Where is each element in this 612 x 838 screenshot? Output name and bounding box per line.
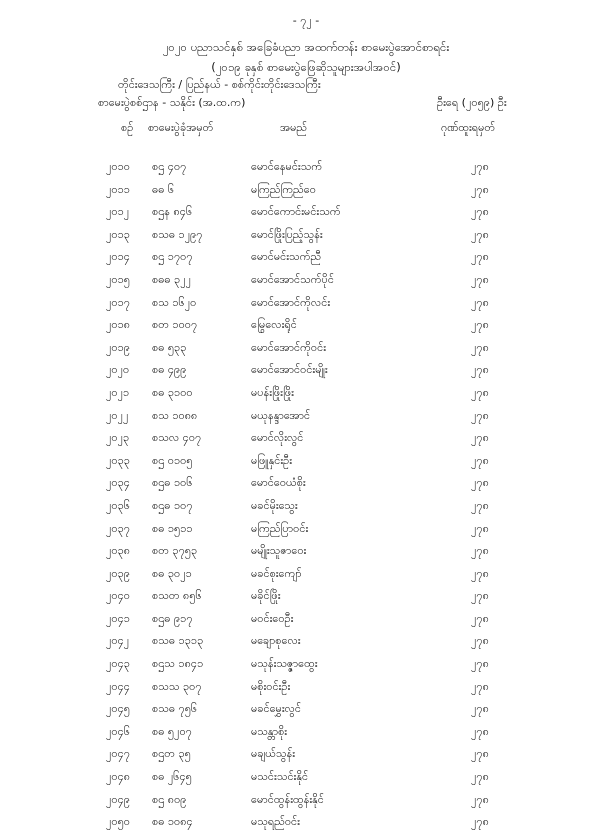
- roll-number: စသ ၁၆၂၀: [152, 295, 197, 309]
- row-number: ၂၀၄၃: [106, 657, 130, 671]
- student-name: မသင်းသင်းနိုင်: [251, 770, 309, 784]
- mark-value: ၂၇၈: [471, 318, 489, 332]
- roll-number: စဌဓ ၁၀၇: [152, 498, 193, 512]
- mark-value: ၂၇၈: [471, 611, 489, 625]
- table-row: [0, 589, 612, 612]
- row-number: ၂၀၄၇: [106, 747, 130, 761]
- table-row: [0, 702, 612, 725]
- table-row: [0, 341, 612, 364]
- mark-value: ၂၇၈: [471, 770, 489, 784]
- student-name: မောင်နေမင်းသက်: [251, 160, 323, 173]
- student-name: မချောစုလေး: [251, 634, 301, 648]
- roll-number: စဌ ၀၁၀၅: [152, 453, 193, 467]
- table-row: [0, 273, 612, 296]
- student-name: မောင်အောင်ဝင်းမျိုး: [251, 363, 328, 377]
- roll-number: စသလ ၄၀၇: [152, 431, 202, 445]
- row-number: ၂၀၂၃: [106, 431, 130, 445]
- student-name: မစိုးဝင်းဦး: [251, 679, 291, 693]
- student-name: မောင်လိုးလွင်: [251, 431, 304, 445]
- table-row: [0, 499, 612, 522]
- table-row: [0, 296, 612, 319]
- table-row: [0, 770, 612, 793]
- table-row: [0, 386, 612, 409]
- row-number: ၂၀၄၀: [106, 589, 130, 603]
- mark-value: ၂၇၈: [471, 250, 489, 264]
- table-row: [0, 567, 612, 590]
- mark-value: ၂၇၈: [471, 160, 489, 173]
- roll-number: စတ ၁၀၀၇: [152, 318, 198, 332]
- student-name: မမျိုးသူဇာဝေး: [251, 544, 307, 558]
- roll-number: စသဓ ၁၃၁၃: [152, 634, 204, 648]
- student-name: မသုရည်ဝင်း: [251, 815, 300, 829]
- mark-value: ၂၇၈: [471, 295, 489, 309]
- row-number: ၂၀၃၆: [106, 498, 130, 512]
- mark-value: ၂၇၈: [471, 679, 489, 693]
- table-row: [0, 318, 612, 341]
- row-number: ၂၀၄၆: [106, 724, 130, 738]
- roll-number: စဌ ၁၇၀၇: [152, 250, 193, 264]
- table-row: [0, 634, 612, 657]
- roll-number: စသဓ ၇၅၆: [152, 702, 198, 716]
- exam-center-label: စာမေးပွဲစစ်ဌာန - သနိုင်း (အ.ထ.က): [98, 96, 246, 109]
- mark-value: ၂၇၈: [471, 363, 489, 377]
- mark-value: ၂၇၈: [471, 634, 489, 648]
- student-name: မကြည်ပြာဝင်း: [251, 521, 309, 535]
- student-name: မခင်မိုးသွေး: [251, 498, 298, 512]
- roll-number: စဌ ၈၀၉: [152, 792, 187, 806]
- row-number: ၂၀၁၀: [106, 160, 130, 173]
- mark-value: ၂၇၈: [471, 272, 489, 286]
- mark-value: ၂၇၈: [471, 182, 489, 196]
- mark-value: ၂၇၈: [471, 724, 489, 738]
- student-name: မကြည်ကြည်ဝေ: [251, 182, 316, 196]
- roll-number: စဌဓ ၉၁၇: [152, 611, 193, 625]
- mark-value: ၂၇၈: [471, 205, 489, 219]
- table-row: [0, 522, 612, 545]
- row-number: ၂၀၃၃: [106, 453, 130, 467]
- row-number: ၂၀၂၁: [106, 385, 130, 399]
- roll-number: စဓ ၁၅၁၁: [152, 521, 193, 535]
- mark-value: ၂၇၈: [471, 453, 489, 467]
- roll-number: စဓ ၄၉၉: [152, 363, 187, 377]
- mark-value: ၂၇၈: [471, 408, 489, 422]
- row-number: ၂၀၄၁: [106, 611, 130, 625]
- student-name: မြွေလေးရိုင်: [251, 318, 297, 332]
- table-row: [0, 228, 612, 251]
- table-row: [0, 160, 612, 183]
- header-mark: ဂုဏ်ထူးရမှတ်: [441, 121, 496, 134]
- row-number: ၂၀၁၂: [106, 205, 130, 219]
- roll-number: စသ ၁၀၈၈: [152, 408, 198, 422]
- mark-value: ၂၇၈: [471, 566, 489, 580]
- student-name: မခင်မွှေးလွင်: [251, 702, 302, 716]
- table-row: [0, 747, 612, 770]
- row-number: ၂၀၁၇: [106, 295, 130, 309]
- table-row: [0, 793, 612, 816]
- mark-value: ၂၇၈: [471, 476, 489, 490]
- student-name: မခင်စုးကျော်: [251, 566, 302, 580]
- region-label: တိုင်းဒေသကြီး / ပြည်နယ် - စစ်ကိုင်းတိုင်းဒေသကြီး: [118, 78, 321, 91]
- roll-number: စဌ ၄၀၇: [152, 160, 187, 173]
- row-number: ၂၀၁၅: [106, 272, 130, 286]
- student-name: မောင်မင်းသက်ညီ: [251, 250, 322, 264]
- roll-number: စဓ ၃၀၂၁: [152, 566, 192, 580]
- row-number: ၂၀၄၅: [106, 702, 130, 716]
- page-subtitle: (၂၀၁၉ ခုနှစ် စာမေးပွဲဖြေဆိုသူများအပါအဝင်): [211, 60, 401, 74]
- student-name: မောင်ဖြိုးပြည့်သွန်း: [251, 227, 323, 241]
- row-number: ၂၀၄၂: [106, 634, 130, 648]
- table-row: [0, 544, 612, 567]
- student-name: မောင်အောင်ကိုလင်း: [251, 295, 331, 309]
- roll-number: စသသ ၃၀၇: [152, 679, 202, 693]
- student-name: မယုနန္ဒာအောင်: [251, 408, 311, 422]
- row-number: ၂၀၁၄: [106, 250, 130, 264]
- table-row: [0, 205, 612, 228]
- row-number: ၂၀၂၀: [106, 363, 130, 377]
- roll-number: စဓ ၁၀၈၄: [152, 815, 193, 829]
- row-number: ၂၀၁၈: [106, 318, 131, 332]
- roll-number: စဓဓ ၃၂၂: [152, 272, 192, 286]
- mark-value: ၂၇၈: [471, 498, 489, 512]
- row-number: ၂၀၃၈: [106, 544, 131, 558]
- table-row: [0, 815, 612, 838]
- mark-value: ၂၇၈: [471, 431, 489, 445]
- roll-number: စဌတ ၃၅: [152, 747, 191, 761]
- row-number: ၂၀၁၃: [106, 227, 130, 241]
- student-name: မသုန်းသဇ္ဇာထွေး: [251, 657, 318, 671]
- header-no: စဉ်: [121, 121, 134, 134]
- header-name: အမည်: [280, 121, 308, 134]
- student-name: မောင်ကောင်းမင်းသက်: [251, 205, 341, 219]
- student-name: မသန္တာစိုး: [251, 724, 288, 738]
- total-count: ဦးရေ (၂၀၅၉) ဦး: [437, 96, 507, 109]
- roll-number: စသတ ၈၅၆: [152, 589, 202, 603]
- table-row: [0, 657, 612, 680]
- table-row: [0, 409, 612, 432]
- roll-number: စဓ ၂၆၄၅: [152, 770, 192, 784]
- results-list: [0, 160, 612, 838]
- mark-value: ၂၇၈: [471, 657, 489, 671]
- student-name: မောင်ထွန်းထွန်းနိုင်: [251, 792, 324, 806]
- roll-number: စဓ ၃၁၀၀: [152, 385, 193, 399]
- mark-value: ၂၇၈: [471, 589, 489, 603]
- table-row: [0, 431, 612, 454]
- mark-value: ၂၇၈: [471, 747, 489, 761]
- table-row: [0, 476, 612, 499]
- student-name: မောင်ဝေယံစိုး: [251, 476, 306, 490]
- roll-number: စဓ ၅၃၃: [152, 340, 187, 354]
- row-number: ၂၀၁၉: [106, 340, 130, 354]
- mark-value: ၂၇၈: [471, 340, 489, 354]
- header-roll: စာမေးပွဲခုံအမှတ်: [148, 121, 214, 134]
- table-row: [0, 725, 612, 748]
- roll-number: စဌန ၈၄၆: [152, 205, 193, 219]
- roll-number: စသဓ ၁၂၉၇: [152, 227, 203, 241]
- student-name: မချယ်သွန်း: [251, 747, 296, 761]
- row-number: ၂၀၄၈: [106, 770, 131, 784]
- table-row: [0, 363, 612, 386]
- row-number: ၂၀၁၁: [106, 182, 130, 196]
- mark-value: ၂၇၈: [471, 815, 489, 829]
- roll-number: စဌသ ၁၈၄၁: [152, 657, 204, 671]
- mark-value: ၂၇၈: [471, 702, 489, 716]
- row-number: ၂၀၃၉: [106, 566, 130, 580]
- roll-number: စတ ၃၇၅၃: [152, 544, 198, 558]
- student-name: မောင်အောင်ကိုဝင်း: [251, 340, 326, 354]
- student-name: မပန်းဖြိုးဖြိုး: [251, 385, 294, 399]
- page-title: ၂၀၂၀ ပညာသင်နှစ် အခြေခံပညာ အထက်တန်း စာမေးပွဲအောင်စာရင်း: [162, 40, 450, 54]
- roll-number: စဌဓ ၁၀၆: [152, 476, 193, 490]
- page-number: - ၇၂ -: [292, 14, 320, 27]
- student-name: မောင်အောင်သက်ပိုင်: [251, 272, 334, 286]
- student-name: မခိုင်ဖြိုး: [251, 589, 281, 603]
- row-number: ၂၀၄၄: [106, 679, 130, 693]
- row-number: ၂၀၅၀: [106, 815, 130, 829]
- row-number: ၂၀၂၂: [106, 408, 129, 422]
- table-row: [0, 454, 612, 477]
- student-name: မဖြူနှင်းဦး: [251, 453, 293, 467]
- mark-value: ၂၇၈: [471, 521, 489, 535]
- roll-number: စဓ ၅၂၀၇: [152, 724, 192, 738]
- table-row: [0, 680, 612, 703]
- mark-value: ၂၇၈: [471, 792, 489, 806]
- table-row: [0, 612, 612, 635]
- student-name: မဝင်းဝေဦး: [251, 611, 294, 625]
- table-row: [0, 250, 612, 273]
- row-number: ၂၀၃၄: [106, 476, 130, 490]
- row-number: ၂၀၃၇: [106, 521, 130, 535]
- mark-value: ၂၇၈: [471, 227, 489, 241]
- table-row: [0, 183, 612, 206]
- row-number: ၂၀၄၉: [106, 792, 130, 806]
- mark-value: ၂၇၈: [471, 385, 489, 399]
- mark-value: ၂၇၈: [471, 544, 489, 558]
- roll-number: ဓဓ ၆: [152, 182, 175, 196]
